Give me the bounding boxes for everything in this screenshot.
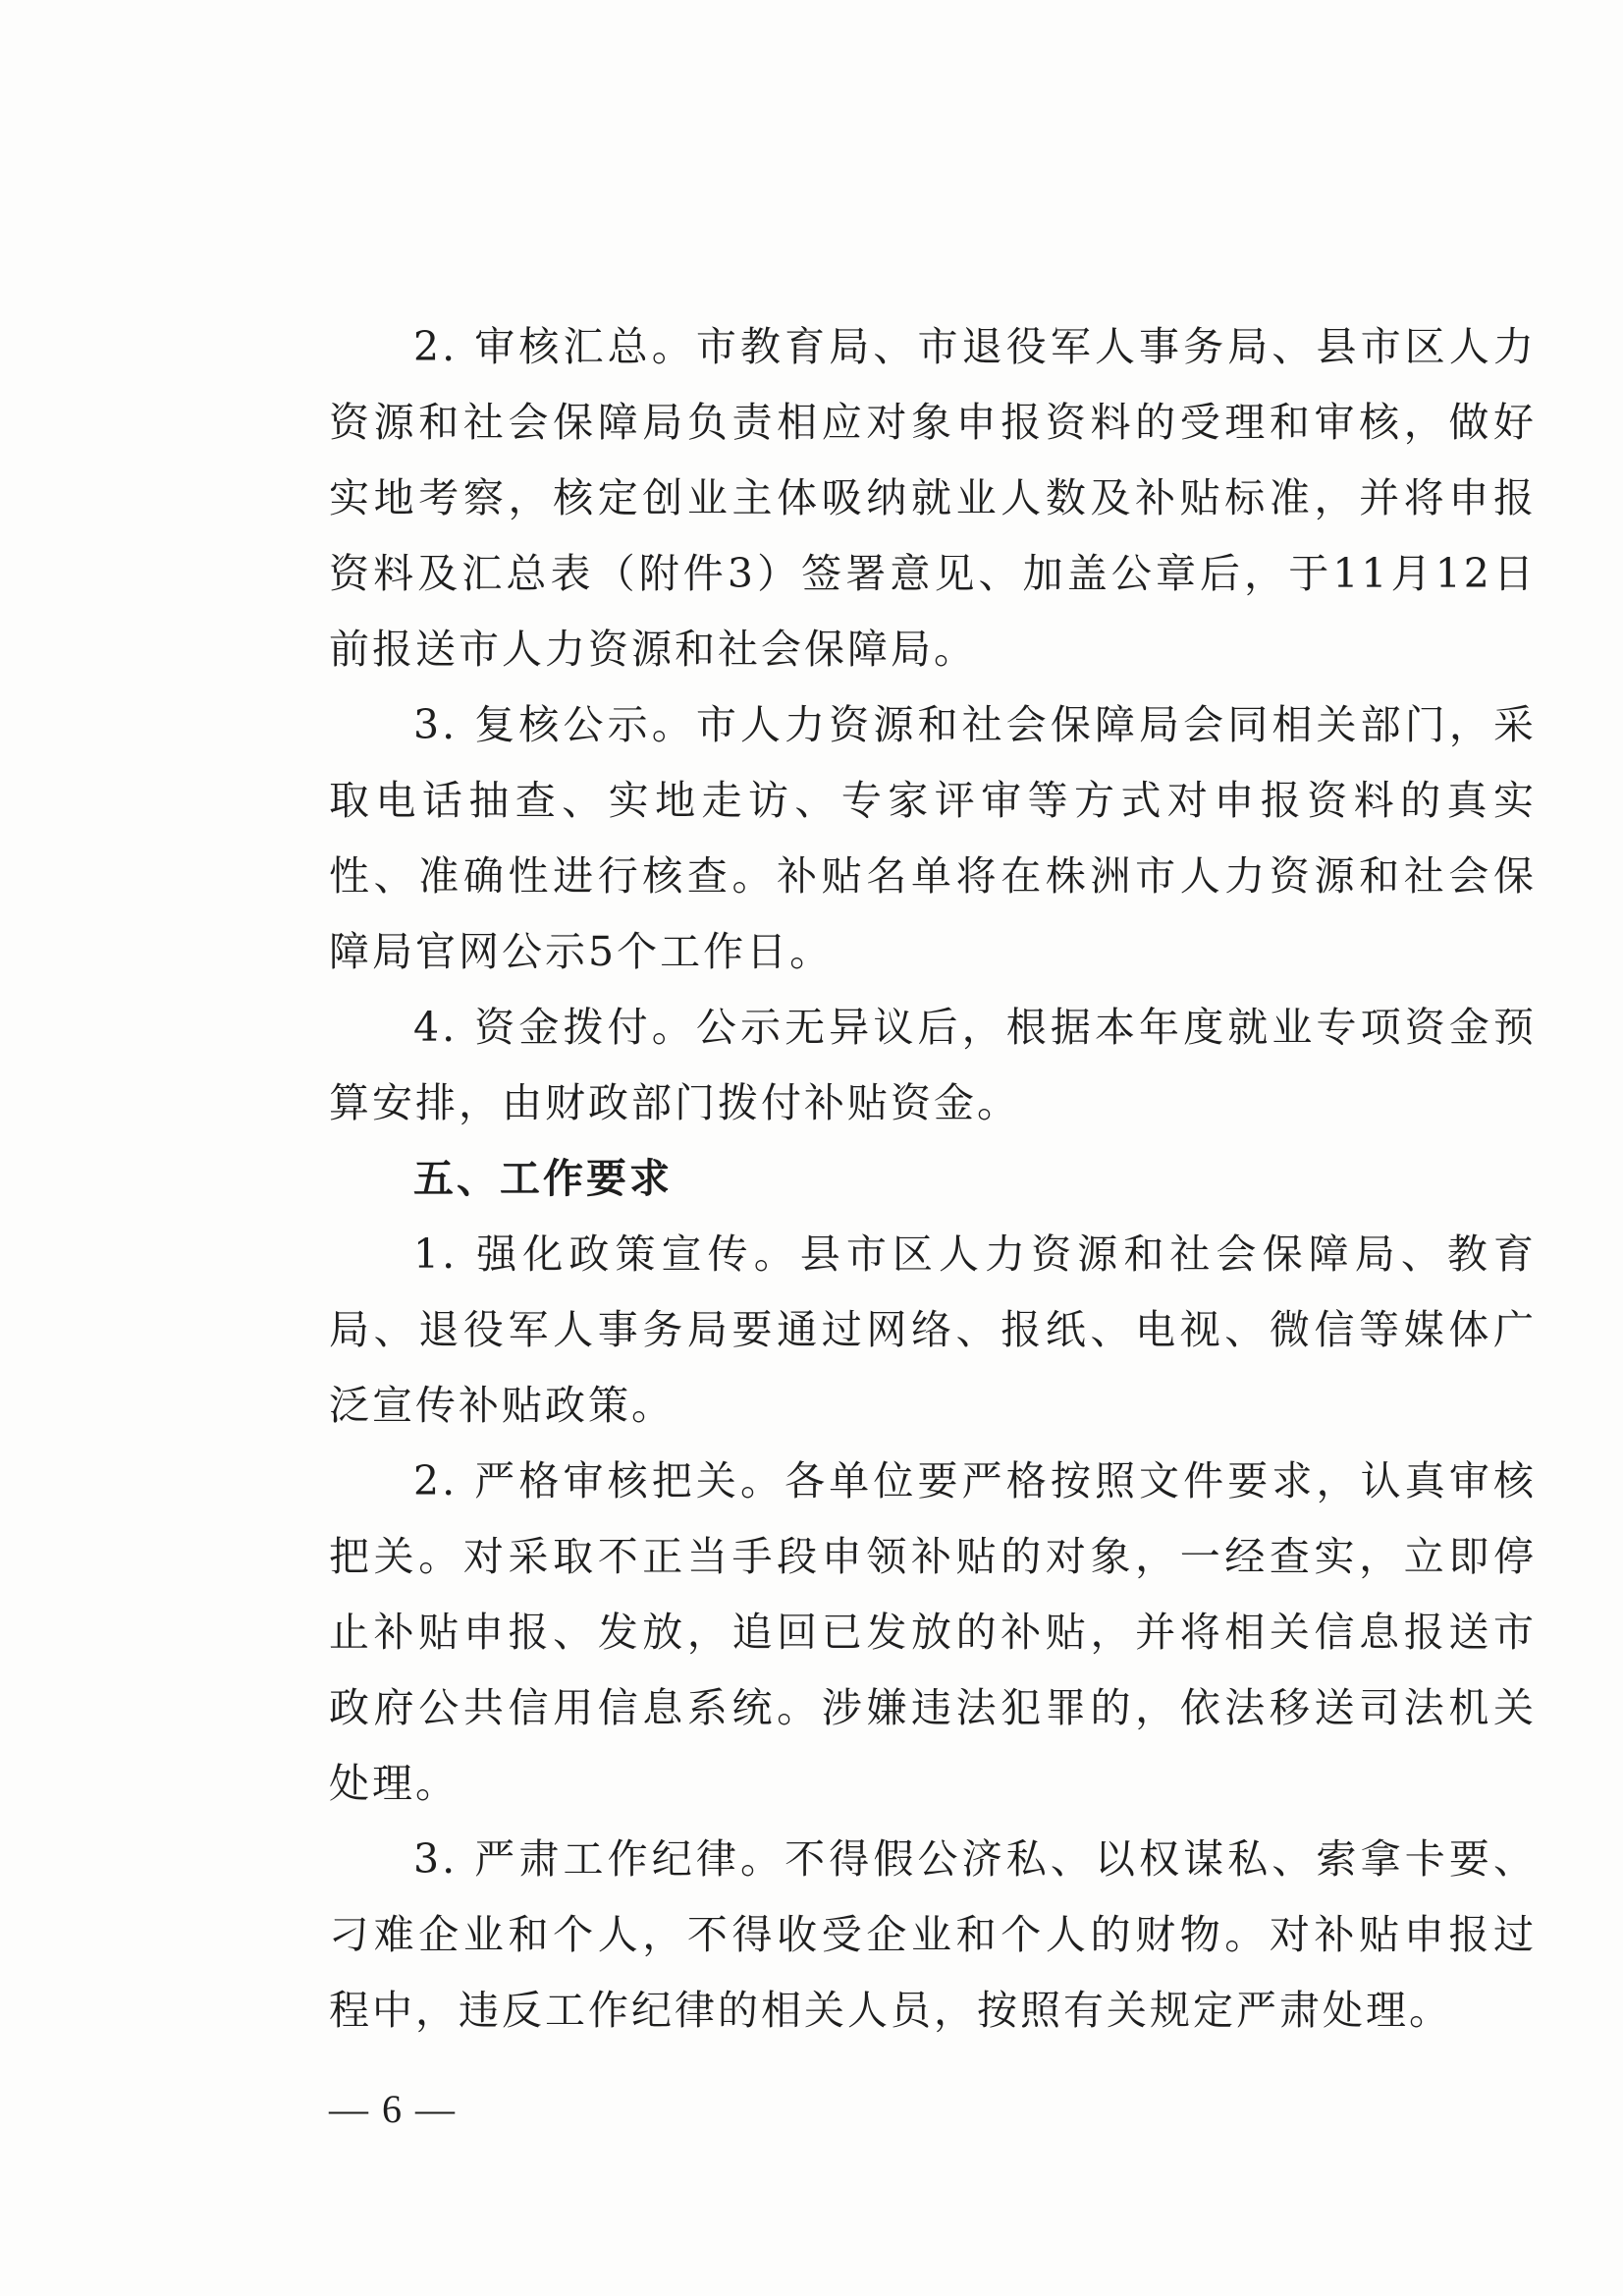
paragraph-lead: 2. 严格审核把关。 [413, 1457, 785, 1504]
requirement-work-discipline [329, 1822, 1537, 2049]
document-body [329, 309, 1537, 2049]
paragraph-recheck-publicity [329, 687, 1537, 990]
paragraph-text: 各单位要严格按照文件要求，认真审核把关。对采取不正当手段申领补贴的对象，一经查实，立即停止补贴申报、发放，追回已发放的补贴，并将相关信息报送市政府公共信用信息系统。涉嫌违法犯罪的，依法移送司法机关处理。 [329, 1457, 1538, 1807]
paragraph-text: 公示无异议后，根据本年度就业专项资金预算安排，由财政部门拨付补贴资金。 [329, 1004, 1538, 1126]
requirement-policy-publicity [329, 1217, 1537, 1444]
requirement-strict-review [329, 1444, 1537, 1822]
paragraph-lead: 4. 资金拨付。 [413, 1004, 696, 1051]
paragraph-lead: 3. 严肃工作纪律。 [413, 1835, 785, 1883]
page-number: — 6 — [329, 2087, 457, 2131]
paragraph-text: 市教育局、市退役军人事务局、县市区人力资源和社会保障局负责相应对象申报资料的受理和审核，做好实地考察，核定创业主体吸纳就业人数及补贴标准，并将申报资料及汇总表（附件3）签署意见、加盖公章后，于11月12日前报送市人力资源和社会保障局。 [329, 323, 1538, 673]
paragraph-text: 县市区人力资源和社会保障局、教育局、退役军人事务局要通过网络、报纸、电视、微信等媒体广泛宣传补贴政策。 [329, 1230, 1537, 1429]
paragraph-lead: 3. 复核公示。 [413, 701, 696, 748]
section-heading: 五、工作要求 [413, 1155, 673, 1202]
paragraph-text: 不得假公济私、以权谋私、索拿卡要、刁难企业和个人，不得收受企业和个人的财物。对补贴申报过程中，违反工作纪律的相关人员，按照有关规定严肃处理。 [329, 1835, 1538, 2034]
paragraph-lead: 1. 强化政策宣传。 [413, 1230, 800, 1278]
paragraph-fund-allocation [329, 990, 1537, 1141]
paragraph-text: 市人力资源和社会保障局会同相关部门，采取电话抽查、实地走访、专家评审等方式对申报资料的真实性、准确性进行核查。补贴名单将在株洲市人力资源和社会保障局官网公示5个工作日。 [329, 701, 1538, 975]
paragraph-review-summary [329, 309, 1537, 687]
paragraph-lead: 2. 审核汇总。 [413, 323, 696, 370]
